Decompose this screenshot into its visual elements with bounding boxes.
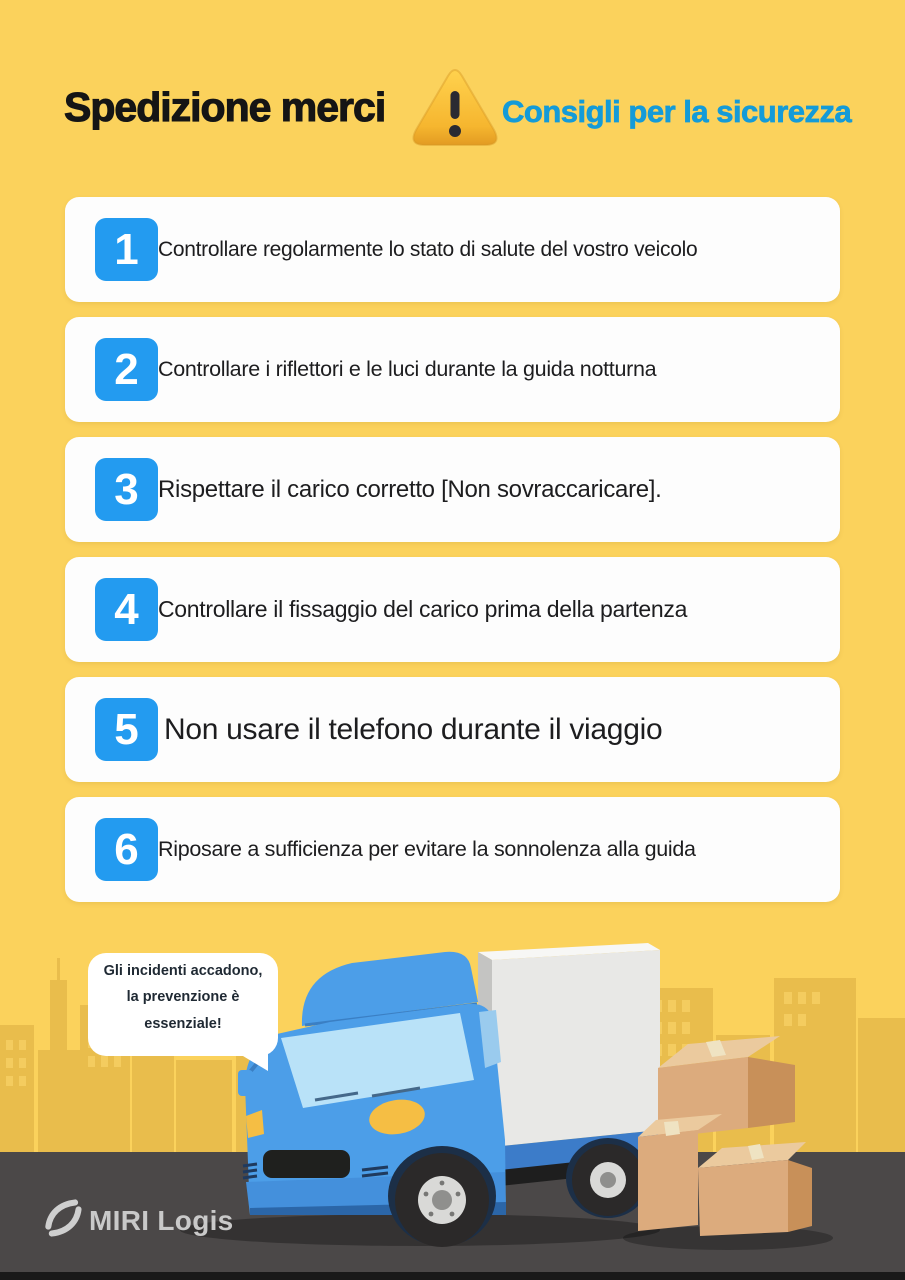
- warning-triangle-icon: [407, 64, 503, 154]
- road-bottom-strip: [0, 1272, 905, 1280]
- tip-text: Controllare regolarmente lo stato di salute del vostro veicolo: [158, 237, 698, 261]
- tip-card-6: [65, 797, 840, 902]
- brand-swoosh-icon: [44, 1198, 82, 1243]
- tip-number-badge: 4: [95, 578, 158, 641]
- tip-text: Controllare i riflettori e le luci durante la guida notturna: [158, 357, 657, 381]
- tip-text: Controllare il fissaggio del carico prima della partenza: [158, 596, 688, 622]
- tips-list: [65, 197, 840, 902]
- tip-number-badge: 5: [95, 698, 158, 761]
- brand-name: MIRI Logis: [89, 1204, 234, 1236]
- brand-logo: [44, 1198, 234, 1243]
- tip-text: Non usare il telefono durante il viaggio: [164, 712, 663, 746]
- tip-card-3: [65, 437, 840, 542]
- tip-number-badge: 6: [95, 818, 158, 881]
- speech-bubble-line1: Gli incidenti accadono,: [103, 963, 263, 980]
- page-subtitle: Consigli per la sicurezza: [502, 94, 852, 129]
- tip-card-5: [65, 677, 840, 782]
- tip-number-badge: 3: [95, 458, 158, 521]
- tip-card-2: [65, 317, 840, 422]
- speech-bubble-line2: la prevenzione è essenziale!: [126, 989, 240, 1032]
- tip-text: Riposare a sufficienza per evitare la sonnolenza alla guida: [158, 837, 696, 861]
- truck-illustration: [238, 943, 660, 1247]
- tip-card-1: [65, 197, 840, 302]
- page-title: Spedizione merci: [64, 84, 386, 130]
- speech-bubble: [88, 953, 278, 1056]
- tip-number-badge: 2: [95, 338, 158, 401]
- tip-card-4: [65, 557, 840, 662]
- speech-bubble-text: [88, 958, 278, 1036]
- tip-number-badge: 1: [95, 218, 158, 281]
- tip-text: Rispettare il carico corretto [Non sovraccaricare].: [158, 475, 662, 503]
